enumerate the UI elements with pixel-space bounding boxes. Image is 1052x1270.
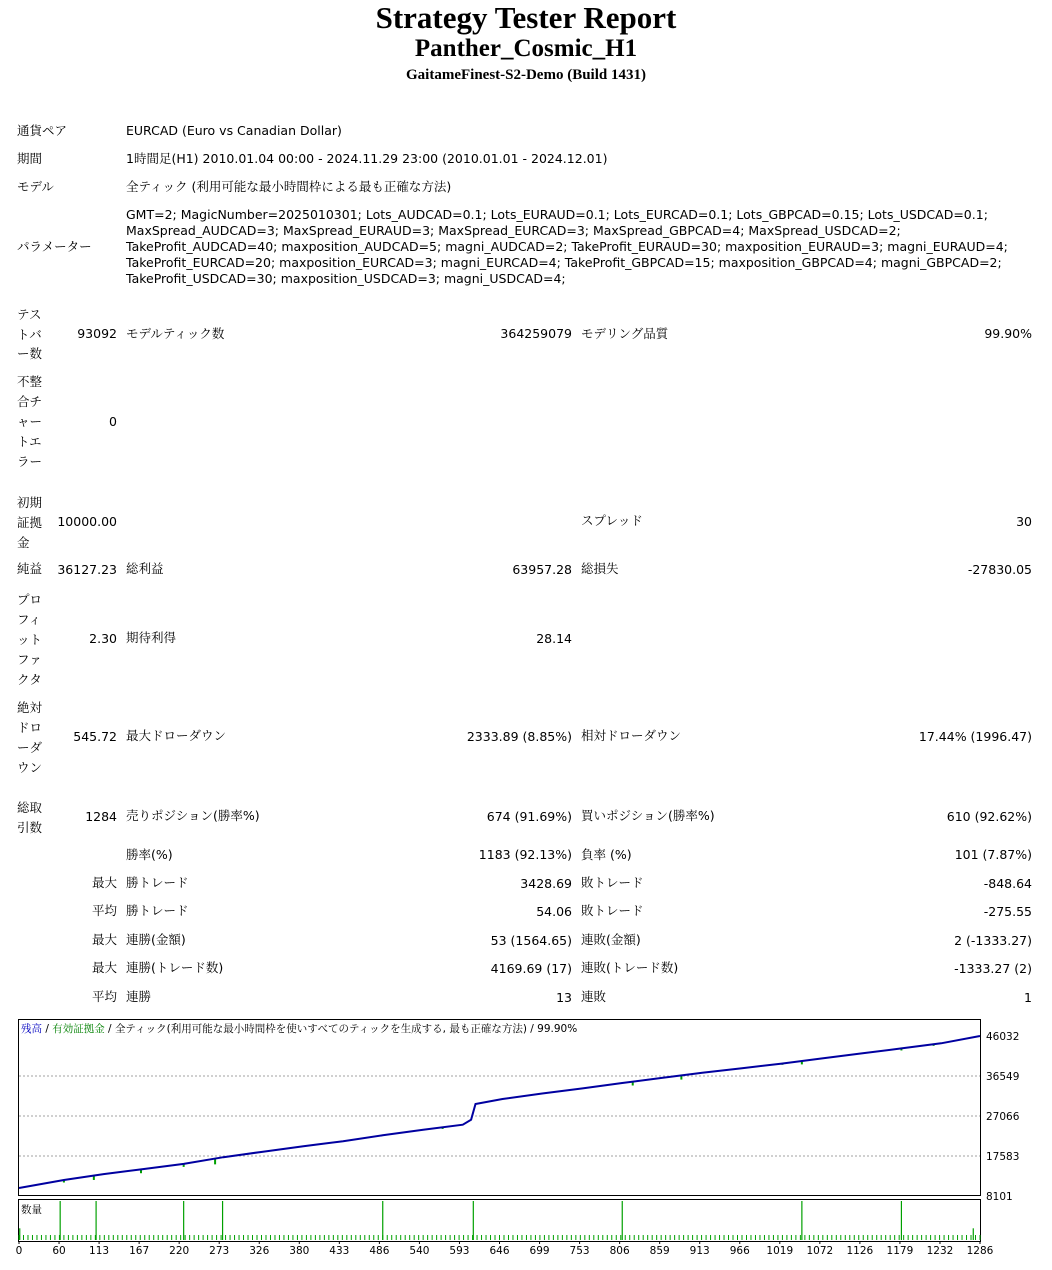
ticks-label: モデルティック数 bbox=[126, 326, 225, 341]
max-cons-lossamt-value: -1333.27 (2) bbox=[954, 961, 1032, 976]
x-tick-label: 1019 bbox=[766, 1245, 794, 1257]
x-tick-label: 753 bbox=[569, 1245, 590, 1257]
avg-win-value: 54.06 bbox=[536, 904, 572, 919]
y-tick-label: 46032 bbox=[986, 1031, 1020, 1043]
quality-label: モデリング品質 bbox=[581, 326, 669, 341]
short-value: 674 (91.69%) bbox=[486, 809, 572, 824]
deposit-label: 初期証拠金 bbox=[17, 495, 43, 550]
pf-value: 2.30 bbox=[89, 631, 117, 646]
server-name: GaitameFinest-S2-Demo (Build 1431) bbox=[406, 67, 646, 83]
balance-chart bbox=[17, 1018, 1033, 1266]
avg-loss-value: -275.55 bbox=[983, 904, 1032, 919]
x-tick-label: 113 bbox=[89, 1245, 110, 1257]
max-prefix-2: 最大 bbox=[91, 932, 117, 947]
period-label: 期間 bbox=[17, 151, 43, 166]
long-label: 買いポジション(勝率%) bbox=[581, 808, 715, 823]
x-tick-label: 273 bbox=[209, 1245, 230, 1257]
win-rate-value: 1183 (92.13%) bbox=[478, 847, 572, 862]
x-tick-label: 0 bbox=[15, 1245, 23, 1257]
max-cons-lossamt-label: 連敗(トレード数) bbox=[581, 960, 679, 975]
avg-win-label: 勝トレード bbox=[126, 903, 189, 918]
max-loss-label: 敗トレード bbox=[581, 875, 644, 890]
max-cons-profit-value: 4169.69 (17) bbox=[490, 961, 572, 976]
x-tick-label: 699 bbox=[529, 1245, 550, 1257]
loss-rate-value: 101 (7.87%) bbox=[954, 847, 1032, 862]
ticks-value: 364259079 bbox=[500, 326, 572, 341]
legend-balance: 残高 bbox=[21, 1023, 42, 1035]
max-win-value: 3428.69 bbox=[520, 876, 572, 891]
gross-loss-label: 総損失 bbox=[581, 561, 619, 576]
max-cons-loss-label: 連敗(金額) bbox=[581, 932, 641, 947]
y-tick-label: 17583 bbox=[986, 1151, 1020, 1163]
x-tick-label: 593 bbox=[449, 1245, 470, 1257]
max-prefix-3: 最大 bbox=[91, 960, 117, 975]
x-tick-label: 380 bbox=[289, 1245, 310, 1257]
report-title: Strategy Tester Report bbox=[375, 0, 677, 35]
ea-name: Panther_Cosmic_H1 bbox=[414, 35, 638, 62]
abs-dd-value: 545.72 bbox=[73, 729, 117, 744]
max-dd-label: 最大ドローダウン bbox=[126, 728, 227, 743]
legend-quality: 99.90% bbox=[537, 1023, 578, 1035]
x-tick-label: 326 bbox=[249, 1245, 270, 1257]
x-tick-label: 1126 bbox=[846, 1245, 874, 1257]
mismatch-label: 不整合チャートエラー bbox=[17, 374, 43, 469]
short-label: 売りポジション(勝率%) bbox=[126, 808, 260, 823]
abs-dd-label: 絶対ドローダウン bbox=[17, 700, 43, 775]
y-tick-label: 36549 bbox=[986, 1071, 1020, 1083]
x-tick-label: 1072 bbox=[806, 1245, 834, 1257]
max-win-label: 勝トレード bbox=[126, 875, 189, 890]
payoff-label: 期待利得 bbox=[126, 630, 177, 645]
y-tick-label: 27066 bbox=[986, 1111, 1020, 1123]
x-tick-label: 540 bbox=[409, 1245, 430, 1257]
svg-text:残高 / 有効証拠金 / 全ティック(利用可能な最小時間枠を: 残高 / 有効証拠金 / 全ティック(利用可能な最小時間枠を使いすべてのティックを生成する, 最も正確な方法) / 99.90% bbox=[21, 1023, 578, 1035]
payoff-value: 28.14 bbox=[536, 631, 572, 646]
bars-value: 93092 bbox=[77, 326, 117, 341]
max-cons-profit-label: 連勝(トレード数) bbox=[126, 960, 224, 975]
gross-loss-value: -27830.05 bbox=[967, 562, 1032, 577]
long-value: 610 (92.62%) bbox=[946, 809, 1032, 824]
max-cons-loss-value: 2 (-1333.27) bbox=[954, 933, 1032, 948]
x-tick-label: 806 bbox=[609, 1245, 630, 1257]
x-tick-label: 1286 bbox=[966, 1245, 994, 1257]
avg-cons-loss-value: 1 bbox=[1024, 990, 1032, 1005]
x-tick-label: 1232 bbox=[926, 1245, 954, 1257]
deposit-value: 10000.00 bbox=[57, 514, 117, 529]
net-value: 36127.23 bbox=[57, 562, 117, 577]
period-value: 1時間足(H1) 2010.01.04 00:00 - 2024.11.29 23:00 (2010.01.01 - 2024.12.01) bbox=[126, 151, 608, 166]
balance-chart-svg bbox=[17, 1018, 1033, 1266]
avg-prefix-2: 平均 bbox=[91, 989, 117, 1004]
spread-label: スプレッド bbox=[581, 513, 643, 528]
x-tick-label: 60 bbox=[52, 1245, 66, 1257]
trades-label: 総取引数 bbox=[17, 800, 43, 835]
win-rate-label: 勝率(%) bbox=[126, 847, 173, 862]
max-prefix-1: 最大 bbox=[91, 875, 117, 890]
rel-dd-label: 相対ドローダウン bbox=[581, 728, 682, 743]
x-tick-label: 859 bbox=[649, 1245, 670, 1257]
max-cons-win-value: 53 (1564.65) bbox=[490, 933, 572, 948]
gross-profit-value: 63957.28 bbox=[512, 562, 572, 577]
gross-profit-label: 総利益 bbox=[126, 561, 164, 576]
model-label: モデル bbox=[17, 179, 54, 194]
x-tick-label: 1179 bbox=[886, 1245, 914, 1257]
x-tick-label: 646 bbox=[489, 1245, 510, 1257]
avg-cons-win-value: 13 bbox=[556, 990, 572, 1005]
mismatch-value: 0 bbox=[109, 414, 117, 429]
loss-rate-label: 負率 (%) bbox=[581, 847, 632, 862]
symbol-label: 通貨ペア bbox=[17, 123, 68, 138]
max-loss-value: -848.64 bbox=[983, 876, 1032, 891]
trades-value: 1284 bbox=[85, 809, 117, 824]
avg-cons-win-label: 連勝 bbox=[126, 989, 152, 1004]
legend-model: 全ティック(利用可能な最小時間枠を使いすべてのティックを生成する, 最も正確な方法) bbox=[114, 1023, 527, 1035]
model-value: 全ティック (利用可能な最小時間枠による最も正確な方法) bbox=[126, 179, 452, 194]
y-tick-label: 8101 bbox=[986, 1191, 1013, 1203]
x-tick-label: 433 bbox=[329, 1245, 350, 1257]
x-tick-label: 167 bbox=[129, 1245, 150, 1257]
net-label: 純益 bbox=[17, 561, 43, 576]
spread-value: 30 bbox=[1016, 514, 1032, 529]
params-value: GMT=2; MagicNumber=2025010301; Lots_AUDCAD=0.1; Lots_EURAUD=0.1; Lots_EURCAD=0.1; Lots_GBPCAD=0.15; Lots_USDCAD=0.1; MaxSpread_AUDCAD=3; MaxSpread_EURAUD=3; MaxSpread_EURCAD=3; MaxSpread_GBPCAD=4; MaxSpread_USDCAD=2; TakeProfit_AUDCAD=40; maxposition_AUDCAD=5; magni_AUDCAD=2; TakeProfit_EURAUD=30; maxposition_EURAUD=3; magni_EURAUD=4; TakeProfit_EURCAD=20; maxposition_EURCAD=3; magni_EURCAD=4; TakeProfit_GBPCAD=15; maxposition_GBPCAD=4; magni_GBPCAD=2; TakeProfit_USDCAD=30; maxposition_USDCAD=3; magni_USDCAD=4; bbox=[126, 207, 1008, 286]
pf-label: プロフィットファクタ bbox=[17, 592, 43, 687]
legend-equity: 有効証拠金 bbox=[52, 1023, 105, 1035]
avg-loss-label: 敗トレード bbox=[581, 903, 644, 918]
max-dd-value: 2333.89 (8.85%) bbox=[466, 729, 572, 744]
x-tick-label: 220 bbox=[169, 1245, 190, 1257]
max-cons-win-label: 連勝(金額) bbox=[126, 932, 186, 947]
rel-dd-value: 17.44% (1996.47) bbox=[918, 729, 1032, 744]
avg-cons-loss-label: 連敗 bbox=[581, 989, 607, 1004]
quality-value: 99.90% bbox=[984, 326, 1032, 341]
symbol-value: EURCAD (Euro vs Canadian Dollar) bbox=[126, 123, 342, 138]
x-tick-label: 486 bbox=[369, 1245, 390, 1257]
volume-label: 数量 bbox=[21, 1204, 42, 1216]
x-tick-label: 966 bbox=[729, 1245, 750, 1257]
bars-label: テストバー数 bbox=[17, 307, 43, 361]
params-label: パラメーター bbox=[17, 239, 92, 254]
avg-prefix-1: 平均 bbox=[91, 903, 117, 918]
x-tick-label: 913 bbox=[689, 1245, 710, 1257]
